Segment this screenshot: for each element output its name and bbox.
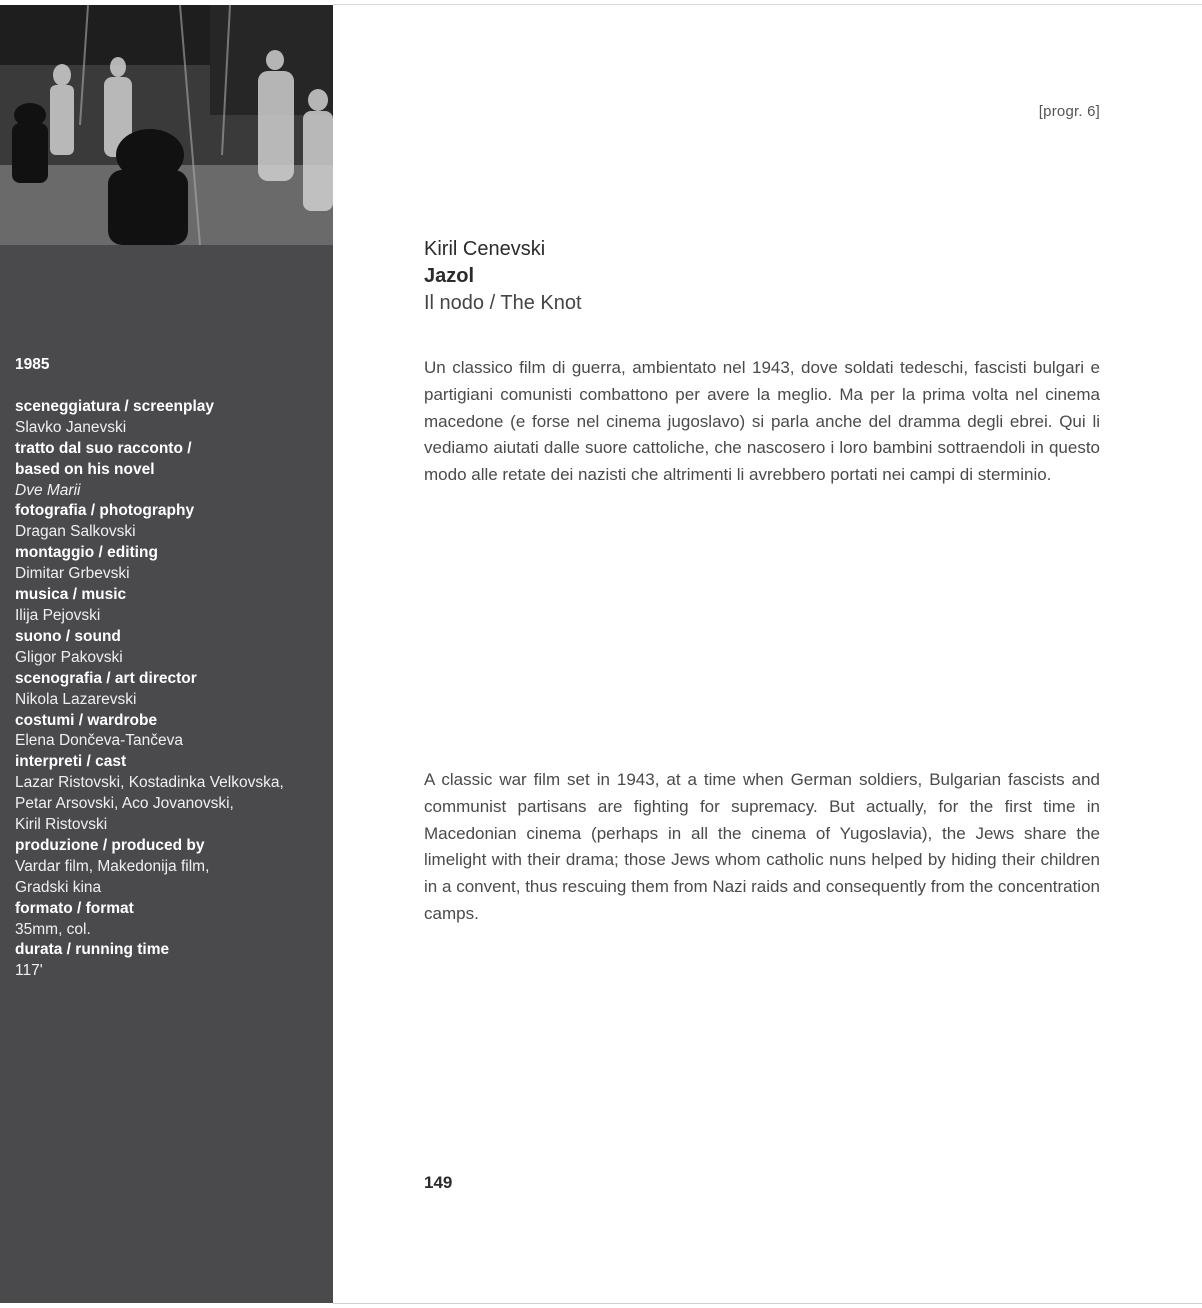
credit-label: interpreti / cast: [15, 753, 127, 771]
credit-items: [15, 397, 320, 982]
top-rule: [333, 4, 1202, 5]
credit-value: Dve Marii: [15, 481, 81, 499]
credit-label: fotografia / photography: [15, 502, 195, 520]
bottom-rule: [333, 1303, 1202, 1304]
credit-label: scenografia / art director: [15, 669, 197, 687]
credits-sidebar: [0, 5, 333, 1303]
film-still-photo: [0, 5, 333, 245]
credit-value: Elena Dončeva-Tančeva: [15, 732, 184, 750]
credit-value: Dragan Salkovski: [15, 523, 136, 541]
film-subtitle: Il nodo / The Knot: [424, 292, 582, 314]
credit-label: produzione / produced by: [15, 836, 205, 854]
credit-label: costumi / wardrobe: [15, 711, 158, 729]
credit-value: Lazar Ristovski, Kostadinka Velkovska,: [15, 774, 284, 792]
credit-value: Nikola Lazarevski: [15, 690, 137, 708]
credits-list: [15, 355, 320, 982]
credit-label: based on his novel: [15, 460, 155, 478]
credit-value: 35mm, col.: [15, 920, 91, 938]
credit-value: Kiril Ristovski: [15, 816, 108, 834]
credit-label: formato / format: [15, 899, 134, 917]
release-year: 1985: [15, 356, 50, 373]
credit-value: Gligor Pakovski: [15, 648, 123, 666]
credit-value: Slavko Janevski: [15, 418, 127, 436]
film-still-illustration: [0, 5, 333, 245]
credit-value: Petar Arsovski, Aco Jovanovski,: [15, 795, 234, 813]
page-number: 149: [424, 1173, 453, 1192]
credit-value: Vardar film, Makedonija film,: [15, 857, 210, 875]
english-synopsis: A classic war film set in 1943, at a time when German soldiers, Bulgarian fascists and communist partisans are fighting for supremacy. But actually, for the first time in Macedonian cinema (perhaps in all the cinema of Yugoslavia), the Jews share the limelight with their drama; those Jews whom catholic nuns helped by hiding their children in a convent, thus rescuing them from Nazi raids and consequently from the concentration camps.: [424, 770, 1100, 923]
credit-label: sceneggiatura / screenplay: [15, 397, 215, 415]
film-title: Jazol: [424, 265, 475, 287]
credit-value: Dimitar Grbevski: [15, 565, 130, 583]
credit-label: suono / sound: [15, 627, 121, 645]
credit-value: Ilija Pejovski: [15, 606, 101, 624]
credit-label: tratto dal suo racconto /: [15, 439, 192, 457]
credit-label: montaggio / editing: [15, 544, 158, 562]
director-name: Kiril Cenevski: [424, 238, 546, 260]
film-title-block: [424, 236, 582, 317]
credit-value: Gradski kina: [15, 878, 102, 896]
credit-value: 117': [15, 962, 43, 980]
credit-label: durata / running time: [15, 941, 170, 959]
credit-label: musica / music: [15, 586, 127, 604]
program-number: [progr. 6]: [1038, 103, 1100, 120]
italian-synopsis: Un classico film di guerra, ambientato nel 1943, dove soldati tedeschi, fascisti bulgari e partigiani comunisti combattono per avere la meglio. Ma per la prima volta nel cinema macedone (e forse nel cinema jugoslavo) si parla anche del dramma degli ebrei. Qui li vediamo aiutati dalle suore cattoliche, che nascosero i loro bambini sottraendoli in questo modo alle retate dei nazisti che altrimenti li avrebbero portati nei campi di sterminio.: [424, 358, 1100, 485]
